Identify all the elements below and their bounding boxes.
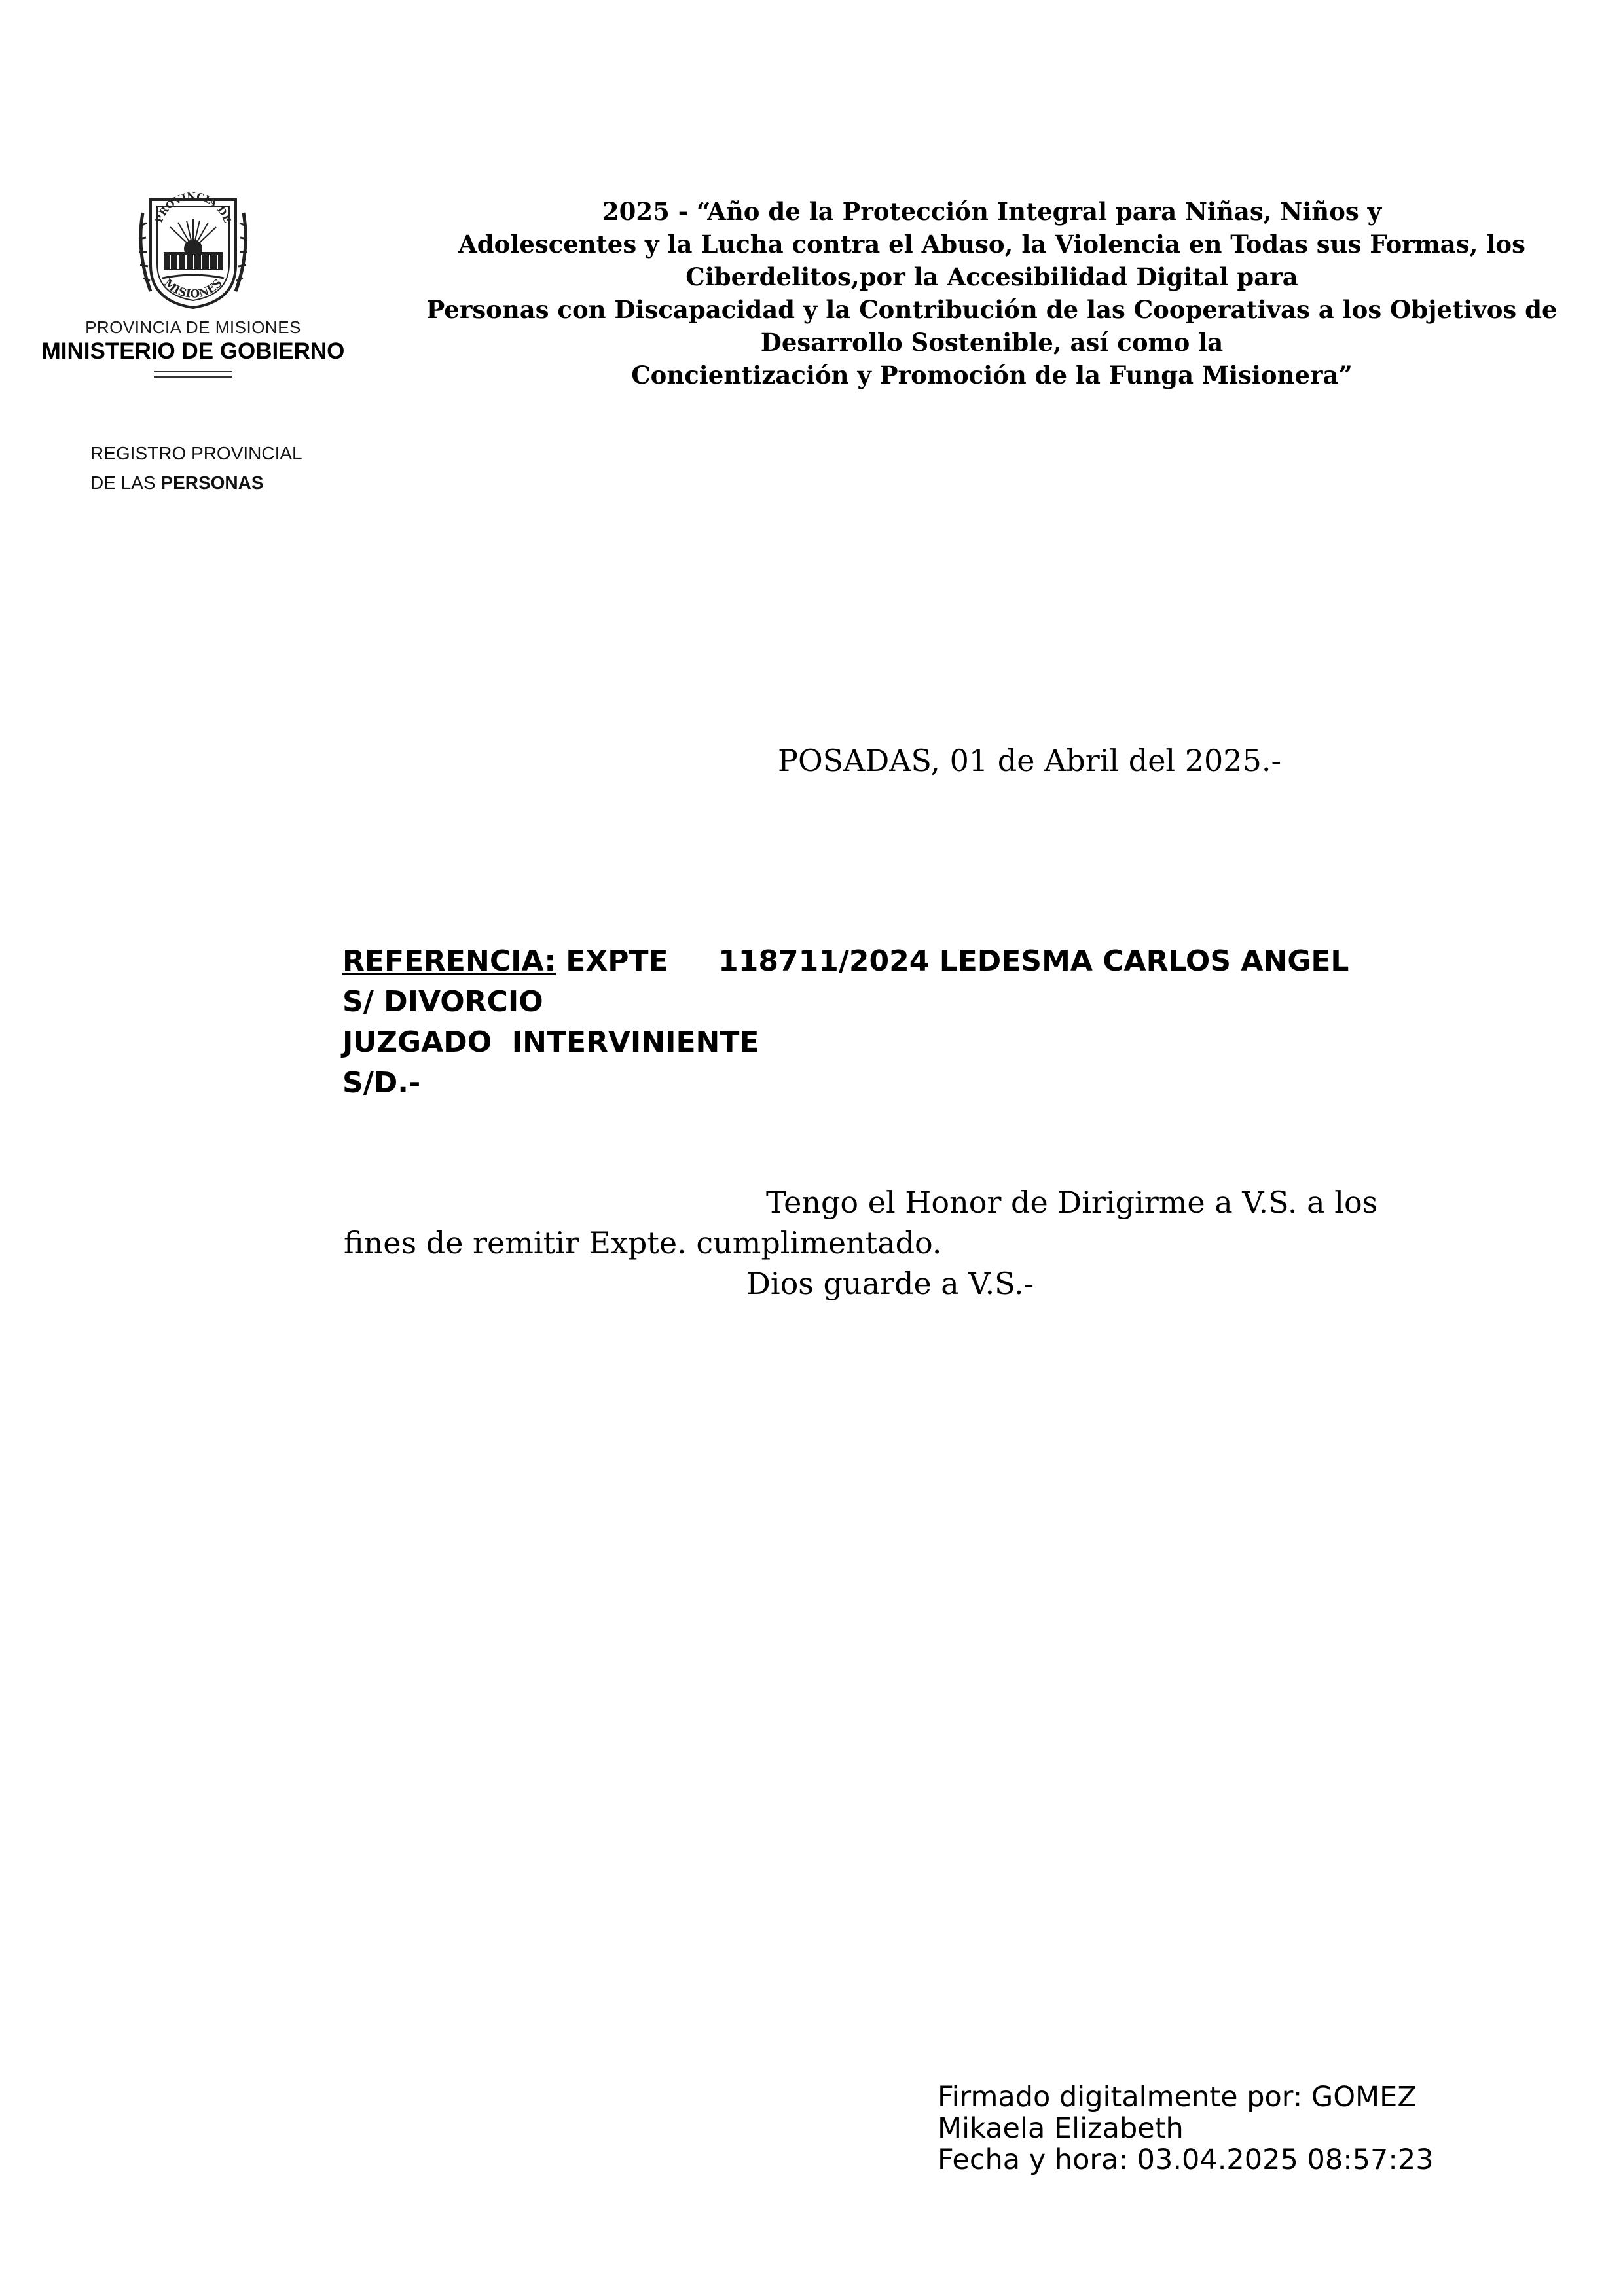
body-line1: Tengo el Honor de Dirigirme a V.S. a los bbox=[766, 1185, 1378, 1220]
digital-signature bbox=[938, 2081, 1434, 2176]
reference-case: EXPTE 118711/2024 LEDESMA CARLOS ANGEL bbox=[555, 944, 1349, 978]
provincial-seal-icon bbox=[131, 187, 255, 311]
reference-line4: S/D.- bbox=[342, 1066, 421, 1100]
reference-label: REFERENCIA: bbox=[342, 944, 556, 978]
registry-line2 bbox=[90, 468, 302, 497]
motto-line: Adolescentes y la Lucha contra el Abuso, la Violencia en Todas sus Formas, los bbox=[458, 230, 1525, 259]
registry-line1: REGISTRO PROVINCIAL bbox=[90, 443, 302, 463]
registry-line2-regular: DE LAS bbox=[90, 473, 161, 493]
motto-line: 2025 - “Año de la Protección Integral para Niñas, Niños y bbox=[602, 197, 1382, 226]
signature-line3: Fecha y hora: 03.04.2025 08:57:23 bbox=[938, 2144, 1434, 2176]
logo-divider bbox=[154, 376, 232, 378]
body-line3: Dios guarde a V.S.- bbox=[746, 1266, 1034, 1301]
svg-text:PROVINCIA DE bbox=[153, 190, 234, 224]
seal-bottom-text: MISIONES bbox=[161, 276, 225, 301]
seal-top-text: PROVINCIA DE bbox=[153, 190, 234, 224]
ministry-logo bbox=[39, 187, 347, 396]
motto-line: Personas con Discapacidad y la Contribución de las Cooperativas a los Objetivos de bbox=[426, 295, 1558, 324]
svg-text:MISIONES bbox=[161, 277, 225, 301]
document-date: POSADAS, 01 de Abril del 2025.- bbox=[778, 743, 1281, 778]
logo-divider bbox=[154, 371, 232, 372]
reference-line3: JUZGADO INTERVINIENTE bbox=[342, 1026, 759, 1059]
province-name: PROVINCIA DE MISIONES bbox=[85, 317, 301, 337]
registry-label bbox=[90, 439, 302, 497]
reference-line2: S/ DIVORCIO bbox=[342, 985, 543, 1018]
registry-line2-bold: PERSONAS bbox=[160, 473, 264, 493]
motto-line: Ciberdelitos,por la Accesibilidad Digital para bbox=[685, 262, 1298, 291]
reference-line1 bbox=[342, 941, 1455, 982]
motto-line: Desarrollo Sostenible, así como la bbox=[760, 328, 1224, 357]
signature-line2: Mikaela Elizabeth bbox=[938, 2112, 1184, 2145]
year-motto bbox=[393, 195, 1591, 391]
body-line2: fines de remitir Expte. cumplimentado. bbox=[344, 1225, 942, 1261]
signature-line1: Firmado digitalmente por: GOMEZ bbox=[938, 2081, 1417, 2113]
ministry-name: MINISTERIO DE GOBIERNO bbox=[41, 338, 345, 364]
motto-line: Concientización y Promoción de la Funga Misionera” bbox=[631, 361, 1353, 389]
letter-body bbox=[344, 1182, 1457, 1304]
reference-block bbox=[342, 941, 1455, 1103]
